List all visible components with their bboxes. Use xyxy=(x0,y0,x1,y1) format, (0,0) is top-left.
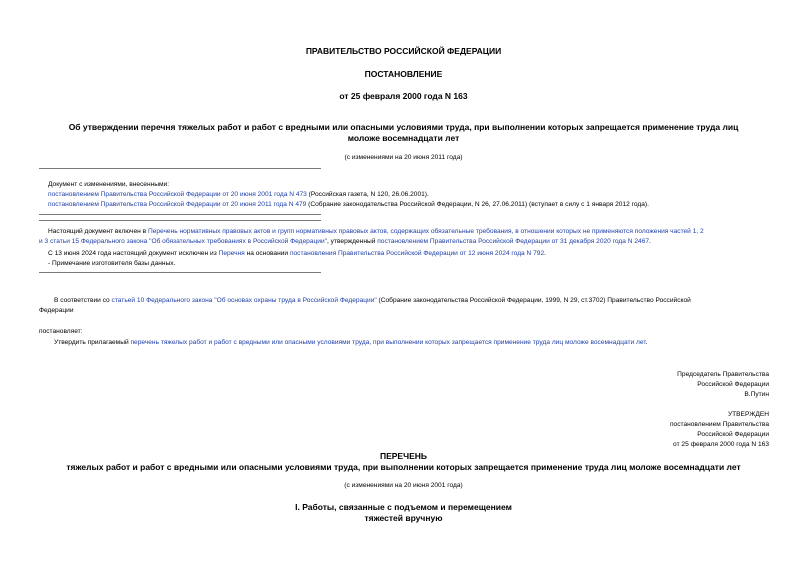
document-title-line1: Об утверждении перечня тяжелых работ и работ с вредными или опасными условиями труда, при выполнении которых запрещается применение труда лиц xyxy=(68,122,739,132)
notice-text: Настоящий документ включен в xyxy=(48,228,148,235)
changes-item-2-link[interactable]: постановлением Правительства Российской Федерации от 20 июня 2011 года N 479 xyxy=(48,201,307,208)
decides-text: постановляет: xyxy=(39,328,83,335)
approval-line2: постановлением Правительства xyxy=(669,421,769,428)
law-article-link[interactable]: статьей 10 Федерального закона "Об основах охраны труда в Российской Федерации" xyxy=(111,297,377,304)
list-amended-note: (с изменениями на 20 июня 2001 года) xyxy=(344,482,463,489)
notice-text: на основании xyxy=(244,250,290,257)
body-p2 xyxy=(54,338,647,347)
body-text: . xyxy=(645,339,648,346)
document-type: ПОСТАНОВЛЕНИЕ xyxy=(364,69,443,79)
notice-decree-link[interactable]: постановлением Правительства Российской Федерации от 31 декабря 2020 года N 2467 xyxy=(377,238,650,245)
notice-perechen-link[interactable]: Перечня xyxy=(218,250,245,257)
divider xyxy=(39,214,321,215)
notice-list-link[interactable]: Перечень нормативных правовых актов и групп нормативных правовых актов, содержащих обязательные требования, в отношении которых не применяются положения частей 1, 2 xyxy=(147,228,704,235)
notice-p2 xyxy=(48,249,546,258)
perechen-link[interactable]: перечень тяжелых работ и работ с вредными или опасными условиями труда, при выполнении которых запрещается применение труда лиц моложе восемнадцати лет xyxy=(130,339,646,346)
signature-country: Российской Федерации xyxy=(697,381,769,388)
amended-note: (с изменениями на 20 июня 2011 года) xyxy=(344,154,463,161)
divider xyxy=(39,168,321,169)
divider xyxy=(39,220,321,221)
notice-text: . xyxy=(649,238,651,245)
notice-decree-2024-link[interactable]: постановления Правительства Российской Федерации от 12 июня 2024 года N 792 xyxy=(289,250,545,257)
notice-p1-line2 xyxy=(39,237,651,246)
notice-p3: - Примечание изготовителя базы данных. xyxy=(48,260,176,267)
notice-text: С 13 июня 2024 года настоящий документ исключен из xyxy=(48,250,219,257)
body-text: (Собрание законодательства Российской Федерации, 1999, N 29, ст.3702) Правительство Российской xyxy=(376,297,691,304)
approval-title: УТВЕРЖДЕН xyxy=(727,411,769,418)
notice-text: . xyxy=(544,250,546,257)
signature-position: Председатель Правительства xyxy=(677,371,769,378)
notice-p1-line1 xyxy=(48,227,704,236)
document-title-line2: моложе восемнадцати лет xyxy=(347,133,460,143)
changes-item-1-text: (Российская газета, N 120, 26.06.2001). xyxy=(306,191,429,198)
body-text: Утвердить прилагаемый xyxy=(54,339,131,346)
approval-line4: от 25 февраля 2000 года N 163 xyxy=(673,441,769,448)
section-heading-line1: I. Работы, связанные с подъемом и перемещением xyxy=(295,502,512,512)
notice-law-link[interactable]: и 3 статьи 15 Федерального закона "Об обязательных требованиях в Российской Федерации" xyxy=(39,238,328,245)
changes-item-1 xyxy=(48,190,429,199)
body-text: В соответствии со xyxy=(54,297,112,304)
document-date-number: от 25 февраля 2000 года N 163 xyxy=(339,91,468,101)
divider xyxy=(39,272,321,273)
body-p1-line2: Федерации xyxy=(39,307,74,314)
list-title: ПЕРЕЧЕНЬ xyxy=(379,451,427,461)
signature-name: В.Путин xyxy=(744,391,769,398)
approval-line3: Российской Федерации xyxy=(697,431,769,438)
changes-intro: Документ с изменениями, внесенными: xyxy=(48,181,170,188)
body-p1-line1 xyxy=(54,296,691,305)
government-name: ПРАВИТЕЛЬСТВО РОССИЙСКОЙ ФЕДЕРАЦИИ xyxy=(305,46,502,56)
list-subtitle: тяжелых работ и работ с вредными или опасными условиями труда, при выполнении которых запрещается применение труда лиц моложе восемнадцати лет xyxy=(66,462,741,472)
section-heading-line2: тяжестей вручную xyxy=(364,513,443,523)
changes-item-1-link[interactable]: постановлением Правительства Российской Федерации от 20 июня 2001 года N 473 xyxy=(48,191,307,198)
changes-item-2 xyxy=(48,200,649,209)
changes-item-2-text: (Собрание законодательства Российской Федерации, N 26, 27.06.2011) (вступает в силу с 1 января 2012 года). xyxy=(306,201,649,208)
notice-text: , утвержденный xyxy=(327,238,378,245)
